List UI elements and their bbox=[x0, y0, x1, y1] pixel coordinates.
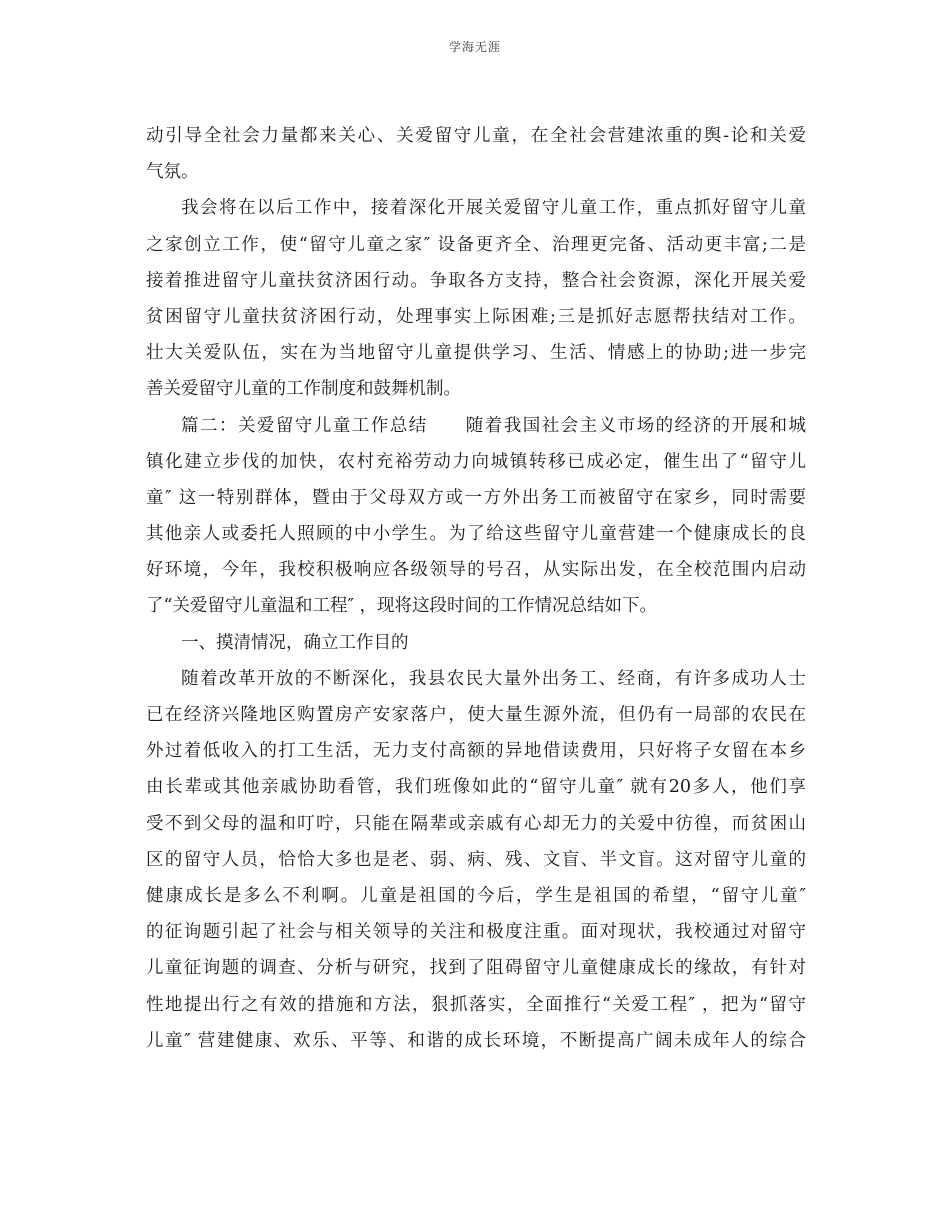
text-line: 随着改革开放的不断深化，我县农民大量外出务工、经商，有许多成功人士 bbox=[181, 668, 806, 689]
text-line: 贫困留守儿童扶贫济困行动，处理事实上际困难;三是抓好志愿帮扶结对工作。 bbox=[146, 306, 806, 327]
text-line: 之家创立工作，使“留守儿童之家″ 设备更齐全、治理更完备、活动更丰富;二是 bbox=[146, 234, 806, 255]
text-line: 动引导全社会力量都来关心、关爱留守儿童，在全社会营建浓重的舆-论和关爱 bbox=[146, 126, 806, 146]
text-line: 已在经济兴隆地区购置房产安家落户，使大量生源外流，但仍有一局部的农民在 bbox=[146, 705, 806, 725]
text-line: 我会将在以后工作中，接着深化开展关爱留守儿童工作，重点抓好留守儿童 bbox=[181, 198, 806, 219]
section-heading: 一、摸清情况，确立工作目的 bbox=[181, 632, 409, 653]
text-line: 善关爱留守儿童的工作制度和鼓舞机制。 bbox=[146, 379, 461, 400]
text-line: 篇二：关爱留守儿童工作总结 随着我国社会主义市场的经济的开展和城 bbox=[181, 415, 806, 436]
text-line: 镇化建立步伐的加快，农村充裕劳动力向城镇转移已成必定，催生出了“留守儿 bbox=[146, 451, 806, 472]
text-line: 壮大关爱队伍，实在为当地留守儿童提供学习、生活、情感上的协助;进一步完 bbox=[146, 343, 806, 364]
text-line: 健康成长是多么不利啊。儿童是祖国的今后，学生是祖国的希望，“留守儿童″ bbox=[146, 885, 806, 906]
text-line: 接着推进留守儿童扶贫济困行动。争取各方支持，整合社会资源，深化开展关爱 bbox=[146, 270, 806, 291]
page-header: 学海无涯 bbox=[448, 40, 501, 54]
text-line: 外过着低收入的打工生活，无力支付高额的异地借读费用，只好将子女留在本乡 bbox=[146, 741, 806, 762]
text-line: 由长辈或其他亲戚协助看管，我们班像如此的“留守儿童″ 就有20多人，他们享 bbox=[146, 777, 806, 798]
text-line: 了“关爱留守儿童温和工程″ ，现将这段时间的工作情况总结如下。 bbox=[146, 596, 658, 617]
text-line: 其他亲人或委托人照顾的中小学生。为了给这些留守儿童营建一个健康成长的良 bbox=[146, 524, 806, 545]
document-body bbox=[146, 118, 806, 1059]
text-line: 区的留守人员，恰恰大多也是老、弱、病、残、文盲、半文盲。这对留守儿童的 bbox=[146, 849, 806, 870]
text-line: 儿童征询题的调查、分析与研究，找到了阻碍留守儿童健康成长的缘故，有针对 bbox=[146, 958, 806, 979]
text-line: 儿童″ 营建健康、欢乐、平等、和谐的成长环境，不断提高广阔未成年人的综合 bbox=[146, 1030, 806, 1051]
text-line: 好环境，今年，我校积极响应各级领导的号召，从实际出发，在全校范围内启动 bbox=[146, 560, 806, 581]
text-line: 童″ 这一特别群体，暨由于父母双方或一方外出务工而被留守在家乡，同时需要 bbox=[146, 487, 806, 508]
text-line: 性地提出行之有效的措施和方法，狠抓落实，全面推行“关爱工程″ ，把为“留守 bbox=[146, 994, 806, 1015]
text-line: 的征询题引起了社会与相关领导的关注和极度注重。面对现状，我校通过对留守 bbox=[146, 922, 806, 943]
text-line: 气氛。 bbox=[146, 162, 199, 183]
text-line: 受不到父母的温和叮咛，只能在隔辈或亲戚有心却无力的关爱中彷徨，而贫困山 bbox=[146, 813, 806, 834]
